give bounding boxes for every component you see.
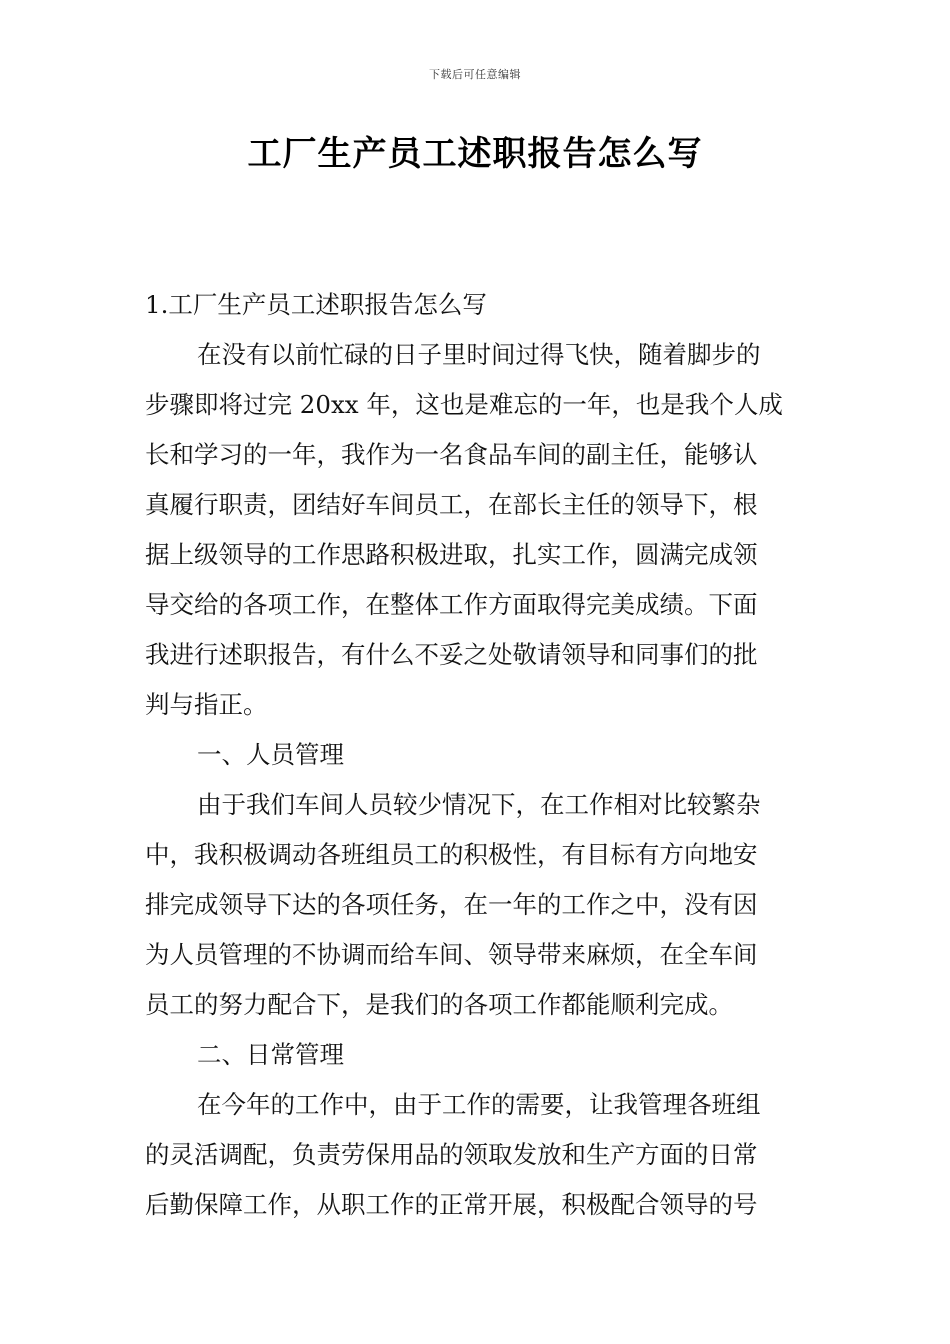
paragraph-line: 为人员管理的不协调而给车间、领导带来麻烦，在全车间 xyxy=(145,940,758,969)
paragraph-line: 据上级领导的工作思路积极进取，扎实工作，圆满完成领 xyxy=(145,540,758,569)
paragraph-line: 的灵活调配，负责劳保用品的领取发放和生产方面的日常 xyxy=(145,1140,758,1169)
paragraph-line: 我进行述职报告，有什么不妥之处敬请领导和同事们的批 xyxy=(145,640,758,669)
paragraph-line: 真履行职责，团结好车间员工，在部长主任的领导下，根 xyxy=(145,490,758,519)
paragraph-line: 长和学习的一年，我作为一名食品车间的副主任，能够认 xyxy=(145,440,758,469)
paragraph-line: 导交给的各项工作，在整体工作方面取得完美成绩。下面 xyxy=(145,590,758,619)
header-note: 下载后可任意编辑 xyxy=(429,68,521,81)
paragraph-line: 在没有以前忙碌的日子里时间过得飞快，随着脚步的 xyxy=(197,340,761,369)
document-title: 工厂生产员工述职报告怎么写 xyxy=(247,134,703,174)
paragraph-line: 判与指正。 xyxy=(145,690,268,719)
paragraph-line: 由于我们车间人员较少情况下，在工作相对比较繁杂 xyxy=(197,790,761,819)
paragraph-line: 在今年的工作中，由于工作的需要，让我管理各班组 xyxy=(197,1090,761,1119)
section-heading: 1.工厂生产员工述职报告怎么写 xyxy=(145,290,487,319)
document-body xyxy=(145,280,809,1230)
paragraph-line: 步骤即将过完 20xx 年，这也是难忘的一年，也是我个人成 xyxy=(145,390,783,419)
subsection-heading: 二、日常管理 xyxy=(197,1040,344,1069)
paragraph-line: 员工的努力配合下，是我们的各项工作都能顺利完成。 xyxy=(145,990,733,1019)
paragraph-line: 中，我积极调动各班组员工的积极性，有目标有方向地安 xyxy=(145,840,758,869)
paragraph-line: 后勤保障工作，从职工作的正常开展，积极配合领导的号 xyxy=(145,1190,758,1219)
subsection-heading: 一、人员管理 xyxy=(197,740,344,769)
paragraph-line: 排完成领导下达的各项任务，在一年的工作之中，没有因 xyxy=(145,890,758,919)
